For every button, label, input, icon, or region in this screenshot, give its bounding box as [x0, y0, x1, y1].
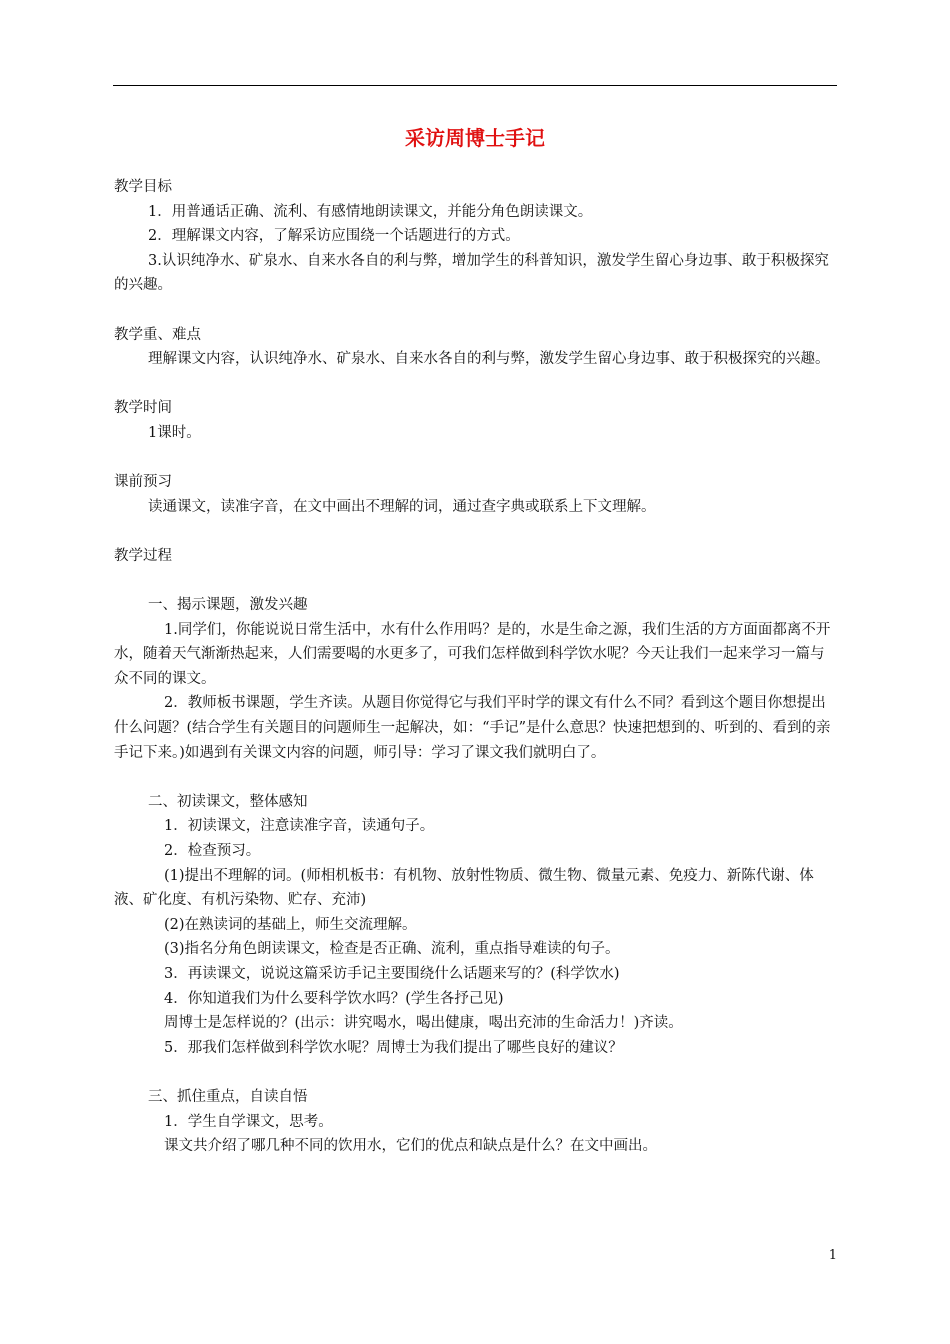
key-heading: 教学重、难点: [114, 326, 201, 343]
time-heading: 教学时间: [114, 400, 172, 417]
part3-heading: 三、抓住重点，自读自悟: [148, 1088, 308, 1105]
part2-line: (3)指名分角色朗读课文，检查是否正确、流利，重点指导难读的句子。: [164, 941, 620, 958]
part3-line: 1．学生自学课文，思考。: [164, 1113, 333, 1130]
header-rule: [113, 85, 837, 86]
part1-paragraph: 1.同学们，你能说说日常生活中，水有什么作用吗？是的，水是生命之源，我们生活的方方面面都离不开水，随着天气渐渐热起来，人们需要喝的水更多了，可我们怎样做到科学饮水呢？今天让我们一起来学习一篇与众不同的课文。: [114, 621, 831, 687]
part2-line: 2．检查预习。: [164, 843, 261, 860]
preview-heading: 课前预习: [114, 474, 172, 491]
process-heading: 教学过程: [114, 547, 172, 564]
part1-heading: 一、揭示课题，激发兴趣: [148, 597, 308, 614]
part2-line: 4．你知道我们为什么要科学饮水吗？(学生各抒己见): [164, 990, 504, 1007]
goals-heading: 教学目标: [114, 179, 172, 195]
part2-line: (2)在熟读词的基础上，师生交流理解。: [164, 916, 417, 933]
goal-item: 1．用普通话正确、流利、有感情地朗读课文，并能分角色朗读课文。: [148, 203, 593, 220]
time-text: 1课时。: [148, 424, 201, 441]
part2-subitem: (1)提出不理解的词。(师相机板书：有机物、放射性物质、微生物、微量元素、免疫力、新陈代谢、体液、矿化度、有机污染物、贮存、充沛): [114, 867, 814, 909]
preview-text: 读通课文，读准字音，在文中画出不理解的词，通过查字典或联系上下文理解。: [148, 498, 656, 515]
part2-line: 5．那我们怎样做到科学饮水呢？周博士为我们提出了哪些良好的建议？: [164, 1039, 623, 1056]
part2-line: 1．初读课文，注意读准字音，读通句子。: [164, 818, 435, 835]
document-title: 采访周博士手记: [405, 126, 545, 150]
part1-paragraph: 2．教师板书课题，学生齐读。从题目你觉得它与我们平时学的课文有什么不同？看到这个题目你想提出什么问题？(结合学生有关题目的问题师生一起解决，如：“手记”是什么意思？快速把想到的、听到的、看到的亲手记下来。)如遇到有关课文内容的问题，师引导：学习了课文我们就明白了。: [114, 695, 831, 761]
part3-line: 课文共介绍了哪几种不同的饮用水，它们的优点和缺点是什么？在文中画出。: [164, 1138, 657, 1155]
key-text: 理解课文内容，认识纯净水、矿泉水、自来水各自的利与弊，激发学生留心身边事、敢于积极探究的兴趣。: [148, 351, 830, 368]
goal-item: 3.认识纯净水、矿泉水、自来水各自的利与弊，增加学生的科普知识，激发学生留心身边事、敢于积极探究的兴趣。: [114, 252, 829, 294]
part2-line: 周博士是怎样说的？(出示：讲究喝水，喝出健康，喝出充沛的生命活力！)齐读。: [164, 1015, 683, 1032]
page-number: 1: [828, 1248, 837, 1263]
goal-item: 2．理解课文内容，了解采访应围绕一个话题进行的方式。: [148, 228, 520, 245]
part2-line: 3．再读课文，说说这篇采访手记主要围绕什么话题来写的？(科学饮水): [164, 966, 620, 982]
document-body: [114, 175, 838, 1159]
part2-heading: 二、初读课文，整体感知: [148, 793, 308, 810]
